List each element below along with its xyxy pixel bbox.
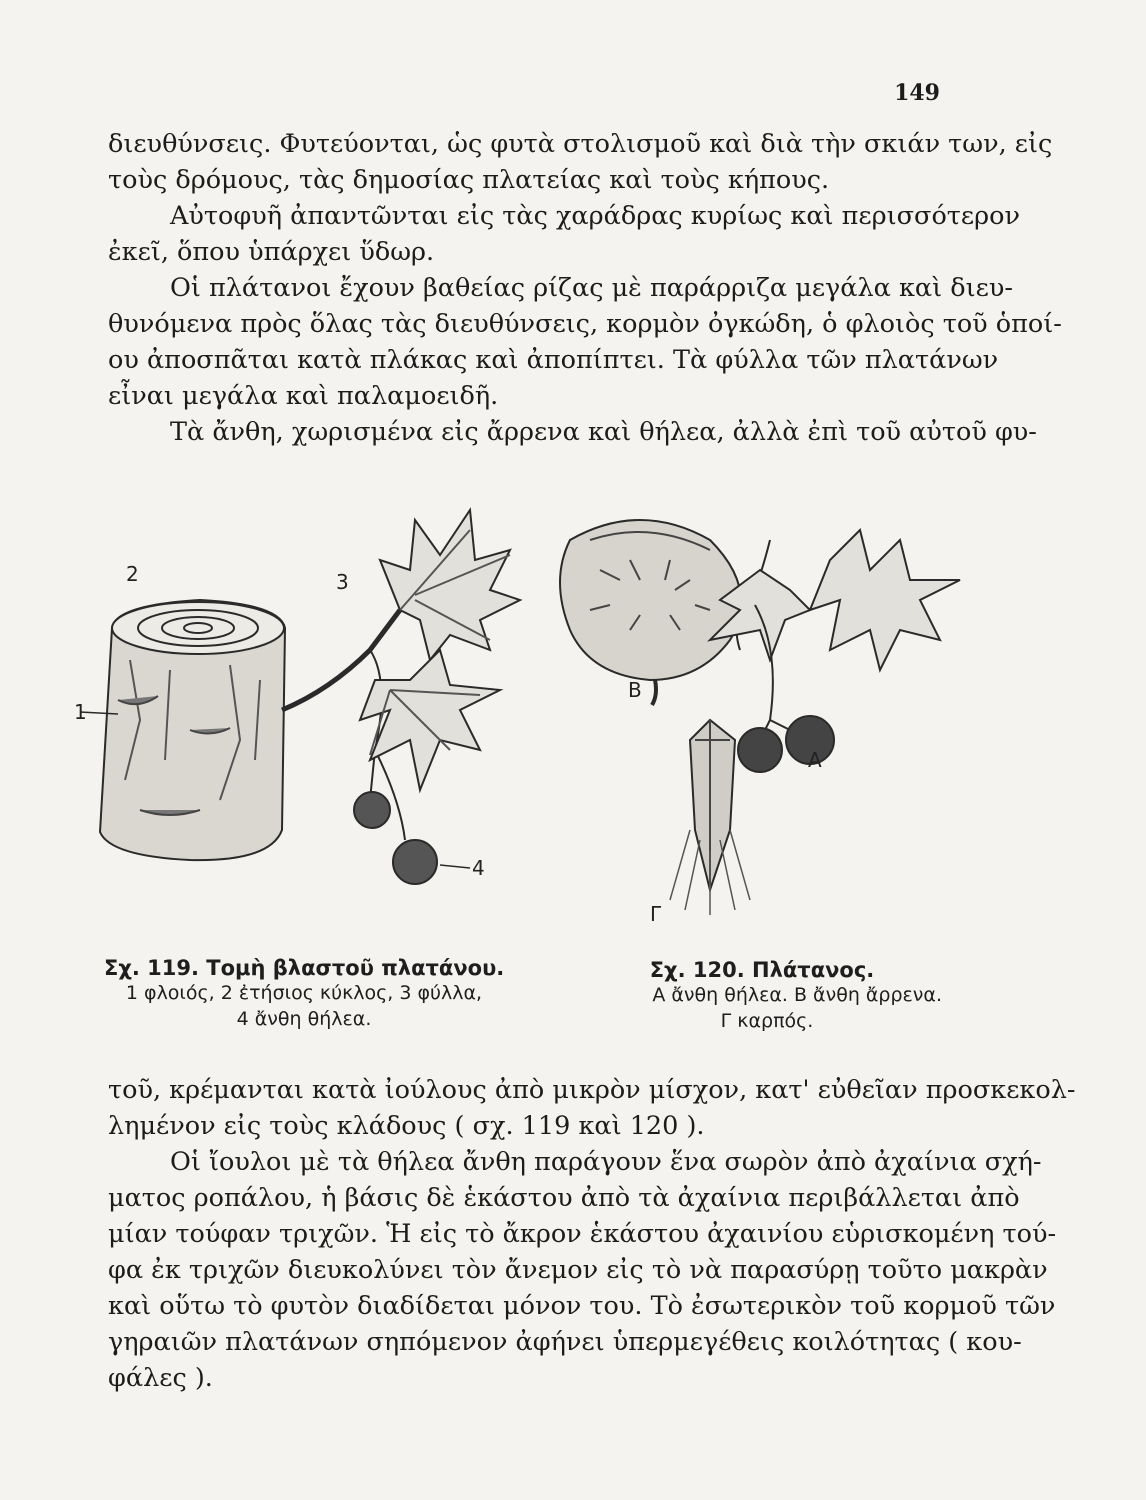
page-number: 149 — [894, 80, 940, 106]
text-line: διευθύνσεις. Φυτεύονται, ὡς φυτὰ στολισμοῦ καὶ διὰ τὴν σκιάν των, εἰς — [108, 129, 1053, 159]
female-flower-drawing — [710, 530, 960, 772]
text-line: καὶ οὕτω τὸ φυτὸν διαδίδεται μόνον του. Τὸ ἐσωτερικὸν τοῦ κορμοῦ τῶν — [108, 1291, 1056, 1321]
male-flower-drawing — [560, 520, 741, 705]
text-line: γηραιῶν πλατάνων σηπόμενον ἀφήνει ὑπερμεγέθεις κοιλότητας ( κου- — [108, 1327, 1022, 1357]
text-line: λημένον εἰς τοὺς κλάδους ( σχ. 119 καὶ 120 ). — [108, 1111, 705, 1141]
text-line: μίαν τούφαν τριχῶν. Ἡ εἰς τὸ ἄκρον ἑκάστου ἀχαινίου εὑρισκομένη τού- — [108, 1219, 1057, 1249]
top-text-block — [108, 126, 1062, 450]
label-B: Β — [628, 678, 642, 702]
caption-line: Γ καρπός. — [720, 1010, 814, 1032]
caption-fig-120 — [612, 958, 942, 1034]
label-A: Α — [808, 748, 822, 772]
text-line: τοὺς δρόμους, τὰς δημοσίας πλατείας καὶ τοὺς κήπους. — [108, 165, 830, 195]
text-line: ου ἀποσπᾶται κατὰ πλάκας καὶ ἀποπίπτει. Τὰ φύλλα τῶν πλατάνων — [108, 345, 999, 375]
caption-title: Σχ. 119. Τομὴ βλαστοῦ πλατάνου. — [104, 956, 505, 980]
plane-tree-illustration — [70, 500, 970, 940]
text-line: θυνόμενα πρὸς ὅλας τὰς διευθύνσεις, κορμὸν ὀγκώδη, ὁ φλοιὸς τοῦ ὁποί- — [108, 309, 1062, 339]
seed-balls-119 — [354, 792, 437, 884]
text-line: Οἱ ἴουλοι μὲ τὰ θήλεα ἄνθη παράγουν ἕνα σωρὸν ἀπὸ ἀχαίνια σχή- — [170, 1147, 1042, 1177]
bottom-text-block — [108, 1072, 1076, 1396]
figure-area — [70, 500, 970, 940]
label-G: Γ — [650, 902, 662, 926]
text-line: εἶναι μεγάλα καὶ παλαμοειδῆ. — [108, 381, 499, 411]
text-line: Τὰ ἄνθη, χωρισμένα εἰς ἄρρενα καὶ θήλεα, ἀλλὰ ἐπὶ τοῦ αὐτοῦ φυ- — [170, 417, 1037, 447]
text-line: τοῦ, κρέμανται κατὰ ἰούλους ἀπὸ μικρὸν μίσχον, κατ' εὐθεῖαν προσκεκολ- — [108, 1075, 1076, 1105]
text-line: Οἱ πλάτανοι ἔχουν βαθείας ρίζας μὲ παράρριζα μεγάλα καὶ διευ- — [170, 273, 1013, 303]
label-3: 3 — [336, 570, 349, 594]
text-line: Αὐτοφυῆ ἀπαντῶνται εἰς τὰς χαράδρας κυρίως καὶ περισσότερον — [170, 201, 1020, 231]
text-line: φάλες ). — [108, 1363, 213, 1393]
text-line: φα ἐκ τριχῶν διευκολύνει τὸν ἄνεμον εἰς τὸ νὰ παρασύρῃ τοῦτο μακρὰν — [108, 1255, 1048, 1285]
text-line: ματος ροπάλου, ἡ βάσις δὲ ἑκάστου ἀπὸ τὰ ἀχαίνια περιβάλλεται ἀπὸ — [108, 1183, 1020, 1213]
text-line: ἐκεῖ, ὅπου ὑπάρχει ὕδωρ. — [108, 237, 435, 267]
label-2: 2 — [126, 562, 139, 586]
leaf-drawing-119 — [360, 510, 520, 790]
caption-line: 4 ἄνθη θήλεα. — [236, 1008, 372, 1030]
label-4: 4 — [472, 856, 485, 880]
caption-line: 1 φλοιός, 2 ἐτήσιος κύκλος, 3 φύλλα, — [125, 982, 483, 1004]
label-1: 1 — [74, 700, 87, 724]
caption-line: Α ἄνθη θήλεα. Β ἄνθη ἄρρενα. — [652, 984, 942, 1006]
caption-title: Σχ. 120. Πλάτανος. — [649, 958, 875, 982]
caption-fig-119 — [104, 956, 504, 1032]
